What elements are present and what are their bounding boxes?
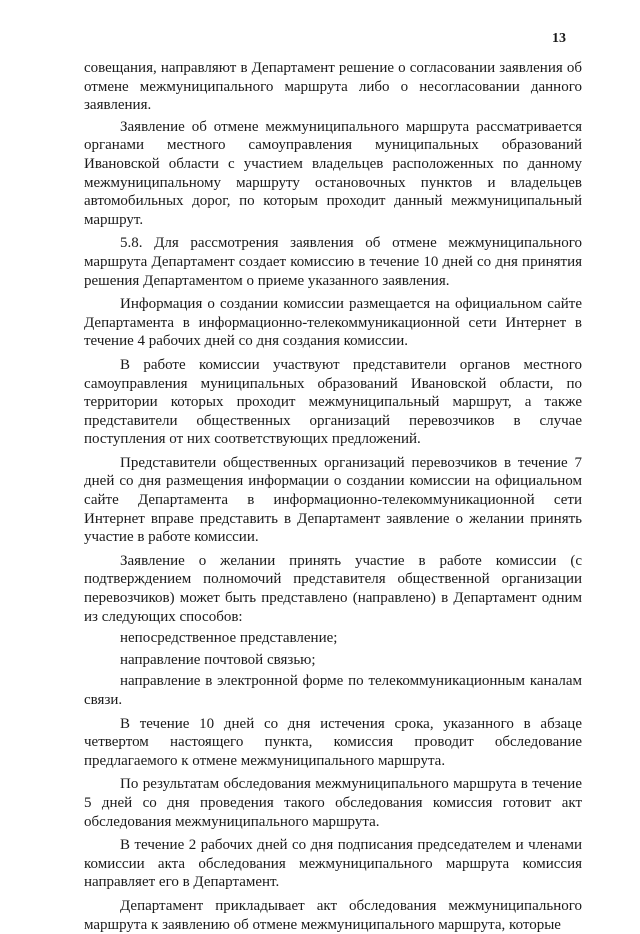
paragraph: В работе комиссии участвуют представители органов местного самоуправления муниципальных образований Ивановской области, по территории которых проходит межмуниципальный маршрут, а также представители общественных организаций перевозчиков в случае поступления от них соответствующих предложений. xyxy=(84,356,582,448)
list-item: непосредственное представление; xyxy=(120,630,338,647)
paragraph: Информация о создании комиссии размещается на официальном сайте Департамента в информационно-телекоммуникационной сети Интернет в течение 4 рабочих дней со дня создания комиссии. xyxy=(84,296,582,350)
list-item: направление почтовой связью; xyxy=(120,651,316,668)
paragraph: 5.8. Для рассмотрения заявления об отмене межмуниципального маршрута Департамент создает комиссию в течение 10 дней со дня принятия решения Департаментом о приеме указанного заявления. xyxy=(84,235,582,289)
paragraph: В течение 10 дней со дня истечения срока, указанного в абзаце четвертом настоящего пункта, комиссия проводит обследование предлагаемого к отмене межмуниципального маршрута. xyxy=(84,715,582,769)
paragraph: совещания, направляют в Департамент решение о согласовании заявления об отмене межмуниципального маршрута либо о несогласовании данного заявления. xyxy=(84,60,582,114)
list-item: направление в электронной форме по телекоммуникационным каналам связи. xyxy=(84,673,582,708)
paragraph: Представители общественных организаций перевозчиков в течение 7 дней со дня размещения информации о создании комиссии на официальном сайте Департамента в информационно-телекоммуникационной сети Интернет вправе представить в Департамент заявление о желании принять участие в работе комиссии. xyxy=(84,454,582,546)
document-body xyxy=(84,59,582,934)
page-number: 13 xyxy=(552,31,566,46)
paragraph: Департамент прикладывает акт обследования межмуниципального маршрута к заявлению об отмене межмуниципального маршрута, которые xyxy=(84,897,582,933)
paragraph: По результатам обследования межмуниципального маршрута в течение 5 дней со дня проведения такого обследования комиссия готовит акт обследования межмуниципального маршрута. xyxy=(84,776,582,830)
paragraph: Заявление о желании принять участие в работе комиссии (с подтверждением полномочий представителя общественной организации перевозчиков) может быть представлено (направлено) в Департамент одним из следующих способов: xyxy=(84,552,582,625)
paragraph: В течение 2 рабочих дней со дня подписания председателем и членами комиссии акта обследования межмуниципального маршрута комиссия направляет его в Департамент. xyxy=(84,837,582,891)
paragraph: Заявление об отмене межмуниципального маршрута рассматривается органами местного самоуправления муниципальных образований Ивановской области с участием владельцев расположенных по данному межмуниципальному маршруту остановочных пунктов и владельцев автомобильных дорог, по которым проходит данный межмуниципальный маршрут. xyxy=(84,118,582,228)
